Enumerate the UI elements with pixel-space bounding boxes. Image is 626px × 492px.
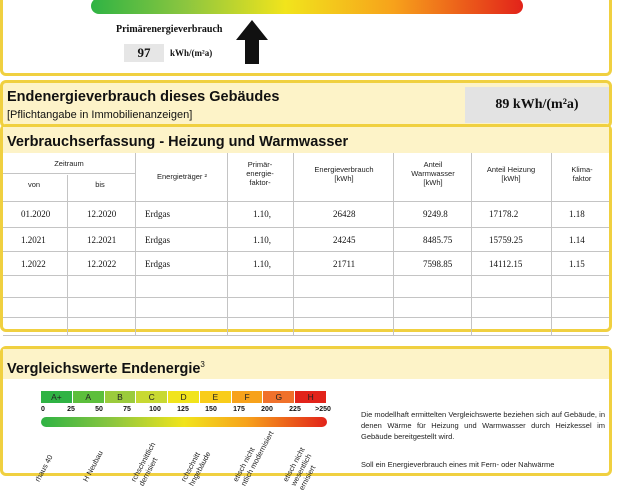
reference-building-label: rchschnitt hngebäude [179, 450, 213, 488]
end-energy-value: 89 kWh/(m²a) [465, 87, 609, 123]
table-cell-heizung: 14112.15 [489, 259, 523, 269]
comparison-note: Die modellhaft ermittelten Vergleichswerte beziehen sich auf Gebäude, in denen Wärme für Heizung und Warmwasser durch Heizkessel im Gebäude bereitgestellt wird. [361, 410, 605, 441]
header-energietraeger: Energieträger ² [156, 172, 208, 181]
table-cell-warmwasser: 7598.85 [423, 259, 453, 269]
table-row-divider [3, 227, 609, 228]
table-row-divider [3, 317, 609, 318]
table-cell-heizung: 17178.2 [489, 209, 519, 219]
header-von: von [27, 180, 41, 189]
energy-scale-bar [91, 0, 523, 14]
scale-tick-label: >250 [315, 406, 331, 413]
scale-tick-label: 125 [177, 406, 189, 413]
table-column-divider [293, 153, 294, 335]
end-energy-title: Endenergieverbrauch dieses Gebäudes [7, 89, 280, 105]
table-column-divider [551, 153, 552, 335]
table-cell-bis: 12.2022 [87, 259, 117, 269]
comparison-header [3, 349, 609, 379]
comparison-gradient-bar [41, 417, 327, 427]
reference-building-label: rchschnittlich dernisiert [129, 440, 160, 488]
scale-tick-label: 75 [123, 406, 131, 413]
scale-tick-label: 225 [289, 406, 301, 413]
header-heizung: Anteil Heizung [kWh] [486, 165, 536, 183]
table-cell-verbrauch: 21711 [333, 259, 356, 269]
efficiency-class-c: C [136, 391, 168, 403]
scale-tick-label: 0 [41, 406, 45, 413]
efficiency-class-f: F [232, 391, 264, 403]
table-row-divider [3, 275, 609, 276]
reference-building-label: H Neubau [81, 449, 105, 484]
header-zeitraum: Zeitraum [54, 159, 84, 168]
table-cell-klima: 1.15 [569, 259, 585, 269]
header-primaerenergiefaktor: Primär- energie- faktor- [246, 160, 274, 187]
table-cell-heizung: 15759.25 [489, 235, 523, 245]
primary-energy-value: 97 [124, 44, 164, 62]
primary-energy-section [0, 0, 612, 76]
consumption-header [3, 127, 609, 153]
table-column-divider [227, 153, 228, 335]
table-cell-warmwasser: 9249.8 [423, 209, 448, 219]
table-row-divider [3, 335, 609, 336]
table-cell-traeger: Erdgas [145, 259, 170, 269]
efficiency-class-scale [41, 391, 327, 403]
table-column-divider [135, 153, 136, 335]
comparison-title: Vergleichswerte Endenergie$^3$ [7, 360, 205, 377]
table-cell-bis: 12.2021 [87, 235, 117, 245]
table-cell-faktor: 1.10, [253, 235, 271, 245]
scale-tick-label: 200 [261, 406, 273, 413]
table-cell-warmwasser: 8485.75 [423, 235, 453, 245]
table-cell-verbrauch: 26428 [333, 209, 356, 219]
table-cell-faktor: 1.10, [253, 259, 271, 269]
table-cell-von: 1.2021 [21, 235, 46, 245]
consumption-section [0, 124, 612, 332]
scale-ticks [37, 406, 333, 416]
comparison-footnote: 3 [200, 360, 205, 369]
scale-tick-label: 25 [67, 406, 75, 413]
reference-building-label: rhaus 40 [33, 453, 55, 484]
efficiency-class-a: A [73, 391, 105, 403]
table-cell-bis: 12.2020 [87, 209, 117, 219]
efficiency-class-d: D [168, 391, 200, 403]
table-row-divider [3, 201, 609, 202]
table-cell-von: 1.2022 [21, 259, 46, 269]
scale-tick-label: 100 [149, 406, 161, 413]
efficiency-class-b: B [105, 391, 137, 403]
end-energy-subtitle: [Pflichtangabe in Immobilienanzeigen] [7, 109, 193, 121]
table-cell-klima: 1.14 [569, 235, 585, 245]
reference-building-label: etisch nicht ntlich modernisiert [231, 429, 276, 488]
efficiency-class-h: H [295, 391, 327, 403]
table-cell-faktor: 1.10, [253, 209, 271, 219]
table-column-divider [471, 153, 472, 335]
efficiency-class-g: G [263, 391, 295, 403]
reference-building-label: etisch nicht wesentlich ernisiert [281, 445, 318, 492]
table-cell-traeger: Erdgas [145, 209, 170, 219]
scale-tick-label: 150 [205, 406, 217, 413]
arrow-up-icon [235, 20, 269, 64]
comparison-note-2: Soll ein Energieverbrauch eines mit Fern- oder Nahwärme [361, 460, 555, 469]
table-cell-klima: 1.18 [569, 209, 585, 219]
table-subheader-divider [3, 173, 135, 174]
header-klimafaktor: Klima- faktor [571, 165, 593, 183]
scale-tick-label: 175 [233, 406, 245, 413]
table-row-divider [3, 297, 609, 298]
header-warmwasser: Anteil Warmwasser [kWh] [411, 160, 455, 187]
table-column-divider [67, 175, 68, 335]
table-cell-traeger: Erdgas [145, 235, 170, 245]
table-cell-verbrauch: 24245 [333, 235, 356, 245]
header-energieverbrauch: Energieverbrauch [kWh] [314, 165, 374, 183]
end-energy-section [0, 80, 612, 128]
primary-energy-unit: kWh/(m²a) [170, 48, 213, 58]
table-column-divider [393, 153, 394, 335]
header-bis: bis [95, 180, 105, 189]
efficiency-class-e: E [200, 391, 232, 403]
comparison-section [0, 346, 612, 492]
primary-energy-label: Primärenergieverbrauch [116, 24, 223, 35]
consumption-title: Verbrauchserfassung - Heizung und Warmwasser [7, 134, 349, 150]
table-cell-von: 01.2020 [21, 209, 51, 219]
efficiency-class-aplus: A+ [41, 391, 73, 403]
scale-tick-label: 50 [95, 406, 103, 413]
table-row-divider [3, 251, 609, 252]
